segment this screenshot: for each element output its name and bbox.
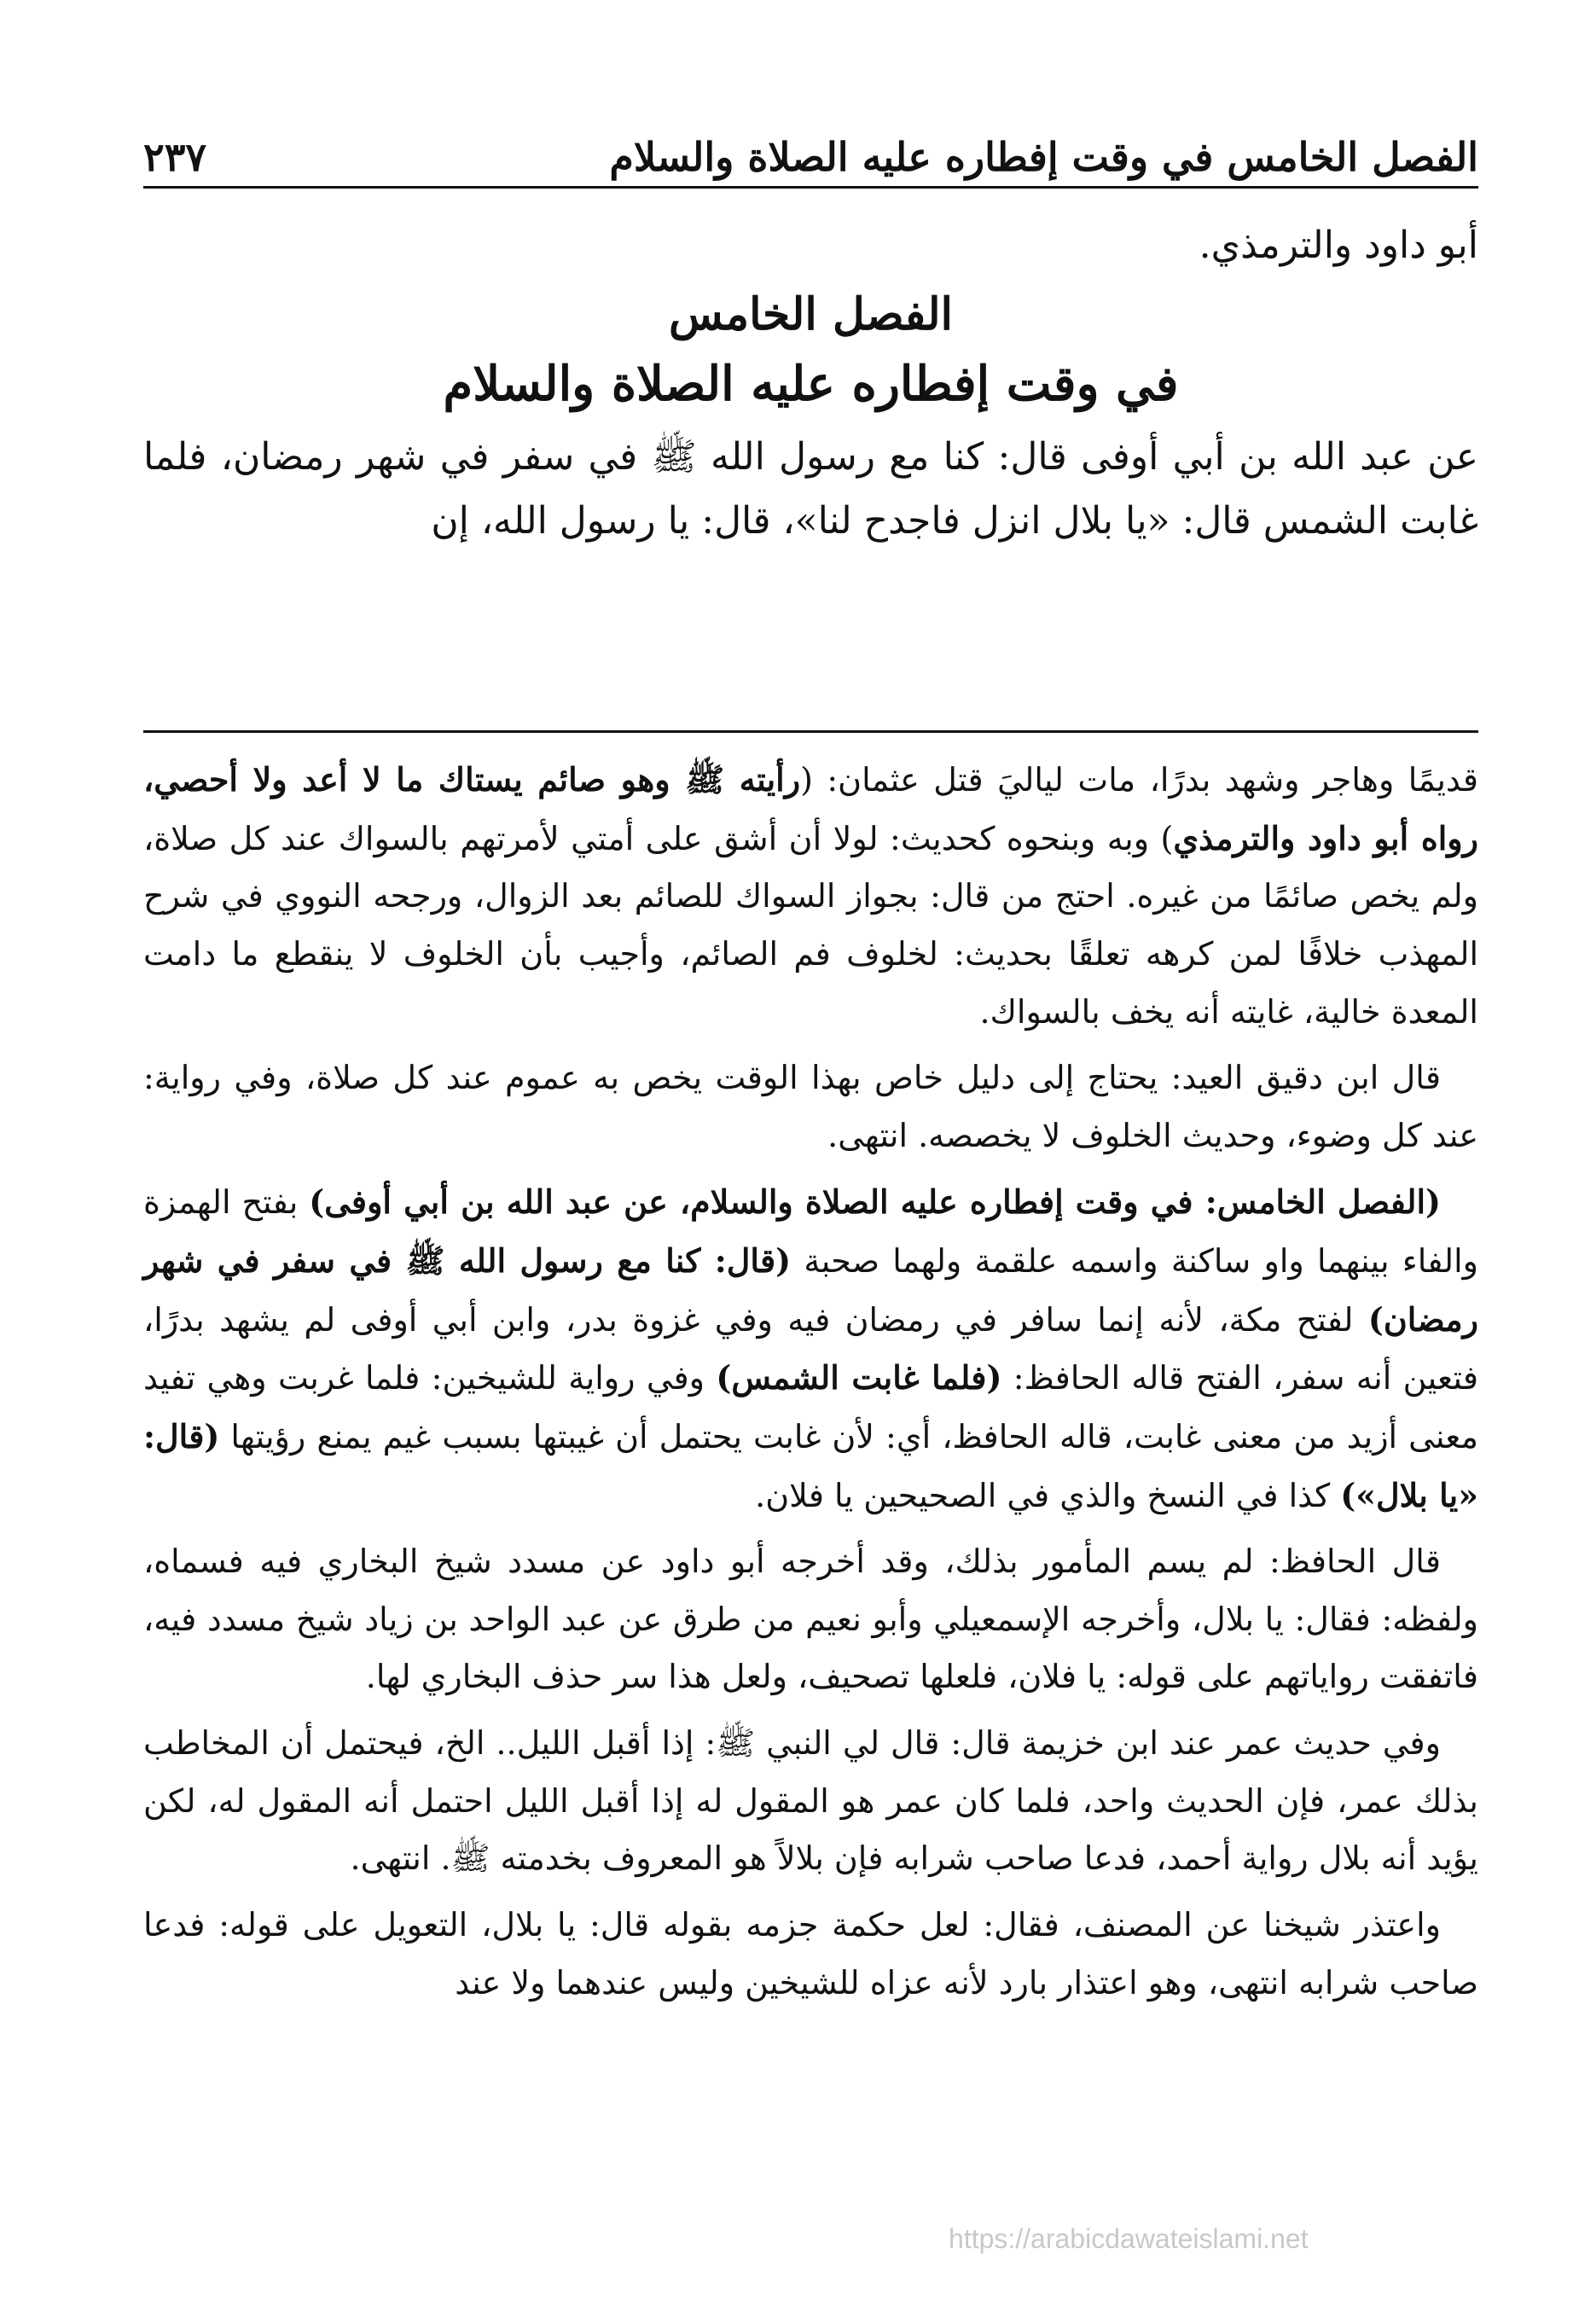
commentary-bold-text: (الفصل الخامس: في وقت إفطاره عليه الصلاة والسلام، عن عبد الله بن أبي أوفى) <box>309 1182 1441 1222</box>
chapter-title: الفصل الخامس <box>668 288 954 340</box>
commentary-text: لفتح مكة، لأنه إنما سافر في رمضان فيه وفي غزوة بدر، وابن أبي أوفى لم يشهد بدرًا، فتعين أنه سفر، الفتح قاله الحافظ: <box>143 1300 1479 1397</box>
commentary-paragraph: قال الحافظ: لم يسم المأمور بذلك، وقد أخرجه أبو داود عن مسدد شيخ البخاري فيه فسماه، ولفظه: فقال: يا بلال، وأخرجه الإسمعيلي وأبو نعيم من طرق عن عبد الواحد بن زياد شيخ مسدد فيه، فاتفقت رواياتهم على قوله: يا فلان، فلعلها تصحيف، ولعل هذا سر حذف البخاري لها. <box>143 1543 1478 1696</box>
commentary-text: كذا في النسخ والذي في الصحيحين يا فلان. <box>755 1476 1341 1514</box>
commentary-bold-text: رأيته ﷺ وهو صائم يستاك ما لا أعد ولا أحصي، رواه أبو داود والترمذي <box>143 760 1478 857</box>
running-header <box>143 111 1478 179</box>
commentary-paragraph <box>143 751 1478 1041</box>
opening-line: أبو داود والترمذي. <box>1199 224 1478 267</box>
commentary-paragraph: وفي حديث عمر عند ابن خزيمة قال: قال لي النبي ﷺ: إذا أقبل الليل.. الخ، فيحتمل أن المخاطب بذلك عمر، فإن الحديث واحد، فلما كان عمر هو المقول له إذا أقبل الليل احتمل أنه المقول له، لكن يؤيد أنه بلال رواية أحمد، فدعا صاحب شرابه فإن بلالاً هو المعروف بخدمته ﷺ. انتهى. <box>143 1724 1478 1878</box>
footnote-divider <box>143 730 1478 733</box>
chapter-subtitle: في وقت إفطاره عليه الصلاة والسلام <box>443 355 1179 412</box>
commentary-text: قديمًا وهاجر وشهد بدرًا، مات لياليَ قتل عثمان: ( <box>800 761 1479 799</box>
commentary-text: ) وبه وبنحوه كحديث: لولا أن أشق على أمتي لأمرتهم بالسواك عند كل صلاة، ولم يخص صائمًا من غيره. احتج من قال: بجواز السواك للصائم بعد الزوال، ورجحه النووي في شرح المهذب خلافًا لمن كرهه تعلقًا بحديث: لخلوف فم الصائم، وأجيب بأن الخلوف لا ينقطع ما دامت المعدة خالية، غايته أنه يخف بالسواك. <box>143 819 1478 1031</box>
running-title: الفصل الخامس في وقت إفطاره عليه الصلاة والسلام <box>609 134 1478 181</box>
commentary-text: بفتح الهمزة والفاء بينهما واو ساكنة واسمه علقمة ولهما صحبة <box>143 1183 1478 1280</box>
commentary-paragraph <box>143 1173 1478 1525</box>
commentary-text: وفي رواية للشيخين: فلما غربت وهي تفيد معنى أزيد من معنى غابت، قاله الحافظ، أي: لأن غابت يحتمل أن غيبتها بسبب غيم يمنع رؤيتها <box>143 1359 1478 1455</box>
page-number: ٢٣٧ <box>143 134 207 181</box>
header-divider <box>143 186 1478 189</box>
commentary-paragraph: واعتذر شيخنا عن المصنف، فقال: لعل حكمة جزمه بقوله قال: يا بلال، التعويل على قوله: فدعا صاحب شرابه انتهى، وهو اعتذار بارد لأنه عزاه للشيخين وليس عندهما ولا عند <box>143 1905 1478 2002</box>
main-text <box>143 213 1478 554</box>
watermark-url: https://arabicdawateislami.net <box>949 2223 1309 2254</box>
commentary-bold-text: (قال: كنا مع رسول الله ﷺ في سفر في شهر رمضان) <box>143 1241 1478 1339</box>
commentary <box>143 751 1478 2020</box>
commentary-bold-text: (فلما غابت الشمس) <box>716 1358 1002 1397</box>
commentary-bold-text: (قال: «يا بلال») <box>143 1416 1478 1514</box>
hadith-text: عن عبد الله بن أبي أوفى قال: كنا مع رسول الله ﷺ في سفر في شهر رمضان، فلما غابت الشمس قال: «يا بلال انزل فاجدح لنا»، قال: يا رسول الله، إن <box>143 434 1478 543</box>
commentary-paragraph: قال ابن دقيق العيد: يحتاج إلى دليل خاص بهذا الوقت يخص به عموم عند كل صلاة، وفي رواية: عند كل وضوء، وحديث الخلوف لا يخصصه. انتهى. <box>143 1059 1478 1154</box>
book-page <box>143 94 1478 2261</box>
